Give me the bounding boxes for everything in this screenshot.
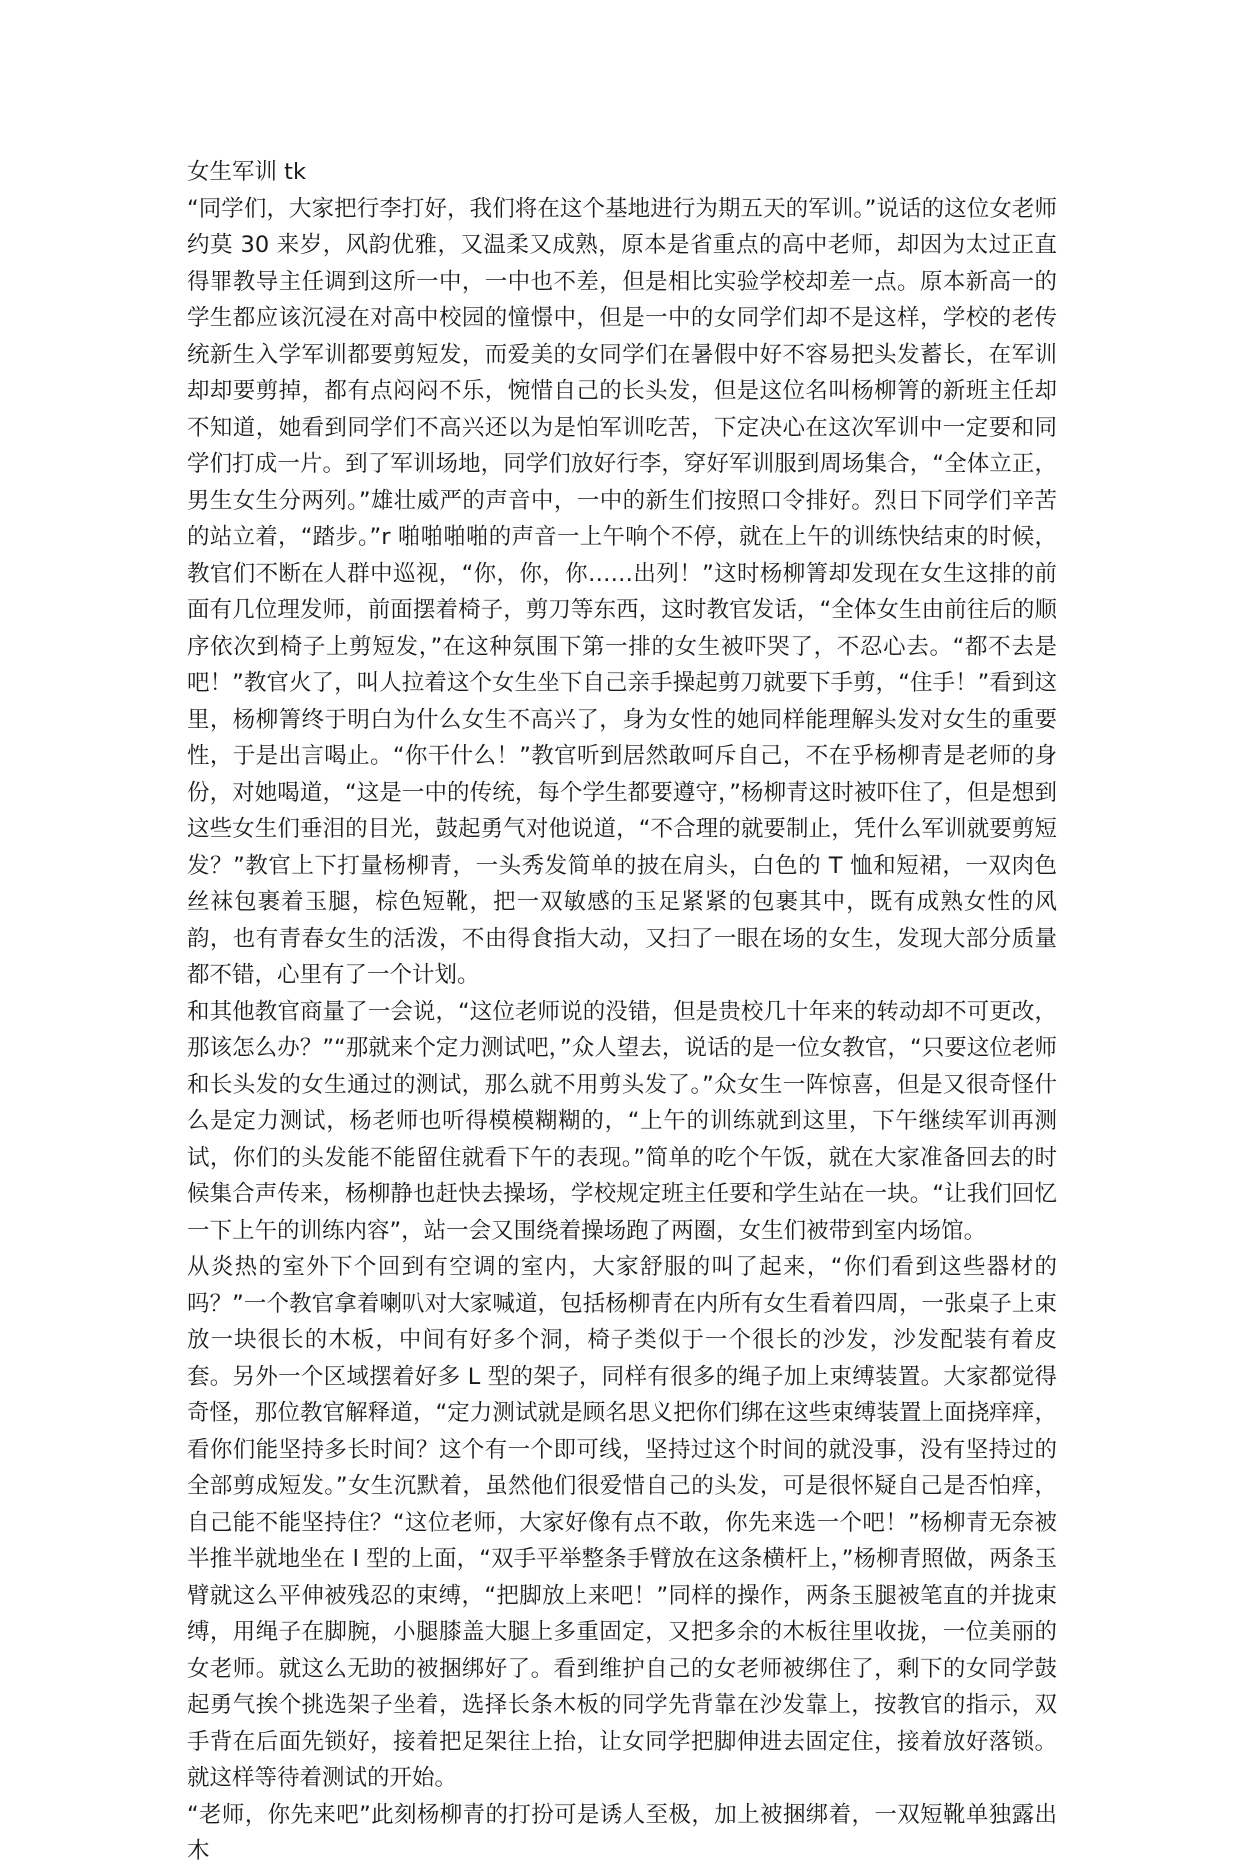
paragraph-4: “老师，你先来吧”此刻杨柳青的打扮可是诱人至极，加上被捆绑着，一双短靴单独露出木 <box>187 1801 1057 1864</box>
paragraph-2: 和其他教官商量了一会说，“这位老师说的没错，但是贵校几十年来的转动却不可更改，那该怎么办？”“那就来个定力测试吧，”众人望去，说话的是一位女教官，“只要这位老师和长头发的女生通过的测试，那么就不用剪头发了。”众女生一阵惊喜，但是又很奇怪什么是定力测试，杨老师也听得模模糊糊的，“上午的训练就到这里，下午继续军训再测试，你们的头发能不能留住就看下午的表现。”简单的吃个午饭，就在大家准备回去的时候集合声传来，杨柳静也赶快去操场，学校规定班主任要和学生站在一块。“让我们回忆一下上午的训练内容”，站一会又围绕着操场跑了两圈，女生们被带到室内场馆。 <box>187 998 1057 1244</box>
paragraph-1: “同学们，大家把行李打好，我们将在这个基地进行为期五天的军训。”说话的这位女老师约莫 30 来岁，风韵优雅，又温柔又成熟，原本是省重点的高中老师，却因为太过正直得罪教导主任调到这所一中，一中也不差，但是相比实验学校却差一点。原本新高一的学生都应该沉浸在对高中校园的憧憬中，但是一中的女同学们却不是这样，学校的老传统新生入学军训都要剪短发，而爱美的女同学们在暑假中好不容易把头发蓄长，在军训却却要剪掉，都有点闷闷不乐，惋惜自己的长头发，但是这位名叫杨柳箐的新班主任却不知道，她看到同学们不高兴还以为是怕军训吃苦，下定决心在这次军训中一定要和同学们打成一片。到了军训场地，同学们放好行李，穿好军训服到周场集合，“全体立正，男生女生分两列。”雄壮威严的声音中，一中的新生们按照口令排好。烈日下同学们辛苦的站立着，“踏步。”r 啪啪啪啪的声音一上午响个不停，就在上午的训练快结束的时候，教官们不断在人群中巡视，“你，你，你……出列！”这时杨柳箐却发现在女生这排的前面有几位理发师，前面摆着椅子，剪刀等东西，这时教官发话，“全体女生由前往后的顺序依次到椅子上剪短发，”在这种氛围下第一排的女生被吓哭了，不忍心去。“都不去是吧！”教官火了，叫人拉着这个女生坐下自己亲手操起剪刀就要下手剪，“住手！”看到这里，杨柳箐终于明白为什么女生不高兴了，身为女性的她同样能理解头发对女生的重要性，于是出言喝止。“你干什么！”教官听到居然敢呵斥自己，不在乎杨柳青是老师的身份，对她喝道，“这是一中的传统，每个学生都要遵守，”杨柳青这时被吓住了，但是想到这些女生们垂泪的目光，鼓起勇气对他说道，“不合理的就要制止，凭什么军训就要剪短发？”教官上下打量杨柳青，一头秀发简单的披在肩头，白色的 T 恤和短裙，一双肉色丝袜包裹着玉腿，棕色短靴，把一双敏感的玉足紧紧的包裹其中，既有成熟女性的风韵，也有青春女生的活泼，不由得食指大动，又扫了一眼在场的女生，发现大部分质量都不错，心里有了一个计划。 <box>187 195 1057 988</box>
paragraph-3: 从炎热的室外下个回到有空调的室内，大家舒服的叫了起来，“你们看到这些器材的吗？”一个教官拿着喇叭对大家喊道，包括杨柳青在内所有女生看着四周，一张桌子上束放一块很长的木板，中间有好多个洞，椅子类似于一个很长的沙发，沙发配装有着皮套。另外一个区域摆着好多 L 型的架子，同样有很多的绳子加上束缚装置。大家都觉得奇怪，那位教官解释道，“定力测试就是顾名思义把你们绑在这些束缚装置上面挠痒痒，看你们能坚持多长时间？这个有一个即可线，坚持过这个时间的就没事，没有坚持过的全部剪成短发。”女生沉默着，虽然他们很爱惜自己的头发，可是很怀疑自己是否怕痒，自己能不能坚持住？“这位老师，大家好像有点不敢，你先来选一个吧！”杨柳青无奈被半推半就地坐在 l 型的上面，“双手平举整条手臂放在这条横杆上，”杨柳青照做，两条玉臂就这么平伸被残忍的束缚，“把脚放上来吧！”同样的操作，两条玉腿被笔直的并拢束缚，用绳子在脚腕，小腿膝盖大腿上多重固定，又把多余的木板往里收拢，一位美丽的女老师。就这么无助的被捆绑好了。看到维护自己的女老师被绑住了，剩下的女同学鼓起勇气挨个挑选架子坐着，选择长条木板的同学先背靠在沙发靠上，按教官的指示，双手背在后面先锁好，接着把足架往上抬，让女同学把脚伸进去固定住，接着放好落锁。就这样等待着测试的开始。 <box>187 1254 1057 1791</box>
document-page <box>187 154 1057 1870</box>
document-title: 女生军训 tk <box>187 159 307 185</box>
